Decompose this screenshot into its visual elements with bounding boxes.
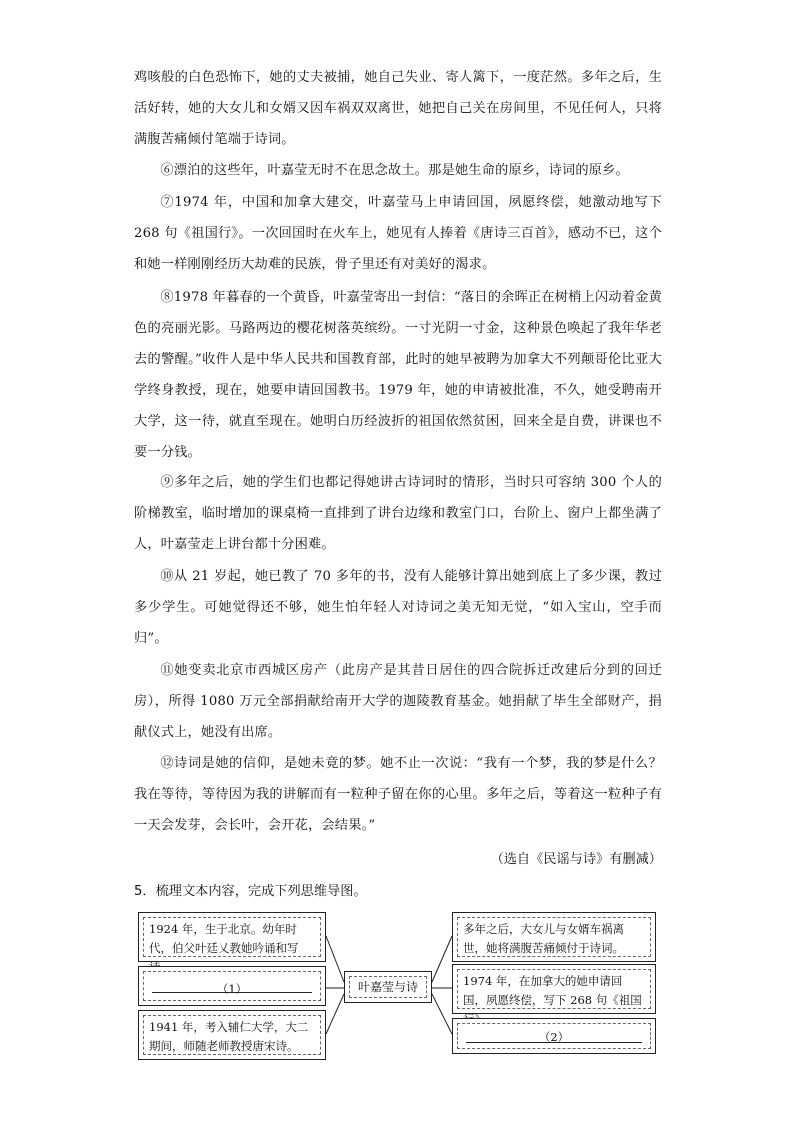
node-right-2-text: 1974 年，在加拿大的她申请回国，夙愿终偿，写下 268 句《祖国 (457, 969, 651, 1009)
node-left-2-inner (143, 971, 321, 1001)
mindmap-node-left-3 (138, 1010, 326, 1060)
node-left-3-text: 1941 年，考入辅仁大学，大二期间，师随老师教授唐宋诗。 (143, 1015, 321, 1055)
connector-right-1 (432, 936, 452, 982)
node-right-1-text: 多年之后，大女儿与女婿车祸离世，她将满腹苦痛倾付于诗词。 (457, 917, 651, 957)
paragraph-6: ⑥漂泊的这些年，叶嘉莹无时不在思念故土。那是她生命的原乡，诗词的原乡。 (160, 163, 629, 178)
blank-2-line (466, 1042, 642, 1043)
node-left-1-text: 1924 年，生于北京。幼年时代，伯父叶廷乂教她吟诵和写 (143, 917, 321, 957)
paragraph-7: ⑦1974 年，中国和加拿大建交，叶嘉莹马上申请回国，夙愿终偿，她激动地写下 268 句《祖国行》。一次回国时在火车上，她见有人捧着《唐诗三百首》，感动不已，这个和她一样刚刚经历大劫难的民族，骨子里还有对美好的渴求。 (134, 195, 662, 272)
blank-1-line (152, 992, 312, 993)
connector-left-3 (326, 994, 344, 1034)
mindmap-node-right-3-blank[interactable] (452, 1018, 656, 1054)
paragraph-10: ⑩从 21 岁起，她已教了 70 多年的书，没有人能够计算出她到底上了多少课，教过多少学生。可她觉得还不够，她生怕年轻人对诗词之美无知无觉，“如入宝山，空手而归”。 (134, 569, 662, 646)
mindmap-node-right-1 (452, 912, 656, 962)
mindmap-node-left-2-blank[interactable] (138, 966, 326, 1006)
blank-2-label: （2） (538, 1030, 570, 1044)
mindmap-node-left-1 (138, 912, 326, 962)
paragraph-11: ⑪她变卖北京市西城区房产（此房产是其昔日居住的四合院拆迁改建后分到的回迁房），所得 1080 万元全部捐献给南开大学的迦陵教育基金。她捐献了毕生全部财产，捐献仪式上，她没有出席。 (134, 663, 662, 740)
center-node-inner (349, 976, 427, 998)
question-prompt: 5．梳理文本内容，完成下列思维导图。 (134, 884, 367, 899)
connector-left-1 (326, 936, 344, 982)
connector-right-3 (432, 994, 452, 1034)
paragraph-intro: 鸡咳般的白色恐怖下，她的丈夫被捕，她自己失业、寄人篱下，一度茫然。多年之后，生活好转，她的大女儿和女婿又因车祸双双离世，她把自己关在房间里，不见任何人，只将满腹苦痛倾付笔端于诗词。 (134, 70, 662, 147)
paragraph-8: ⑧1978 年暮春的一个黄昏，叶嘉莹寄出一封信：“落日的余晖正在树梢上闪动着金黄色的亮丽光影。马路两边的樱花树落英缤纷。一寸光阴一寸金，这种景色唤起了我年华老去的警醒。”收件人是中华人民共和国教育部，此时的她早被聘为加拿大不列颠哥伦比亚大学终身教授，现在，她要申请回国教书。1979 年，她的申请被批准，不久，她受聘南开大学，这一待，就直至现在。她明白历经波折的祖国依然贫困，回来全是自费，讲课也不要一分钱。 (134, 290, 662, 460)
blank-1-label: （1） (216, 982, 248, 996)
source-citation: （选自《民谣与诗》有删减） (490, 852, 662, 867)
node-right-3-inner (457, 1023, 651, 1049)
mindmap-center-node (344, 971, 432, 1003)
mindmap-node-right-2 (452, 964, 656, 1014)
paragraph-9: ⑨多年之后，她的学生们也都记得她讲古诗词时的情形，当时只可容纳 300 个人的阶梯教室，临时增加的课桌椅一直排到了讲台边缘和教室门口，台阶上、窗户上都坐满了人，叶嘉莹走上讲台都十分困难。 (134, 475, 662, 552)
paragraph-12: ⑫诗词是她的信仰，是她未竟的梦。她不止一次说：“我有一个梦，我的梦是什么？我在等待，等待因为我的讲解而有一粒种子留在你的心里。多年之后，等着这一粒种子有一天会发芽，会长叶，会开花，会结果。” (134, 756, 662, 833)
center-node-label: 叶嘉莹与诗 (357, 979, 418, 994)
